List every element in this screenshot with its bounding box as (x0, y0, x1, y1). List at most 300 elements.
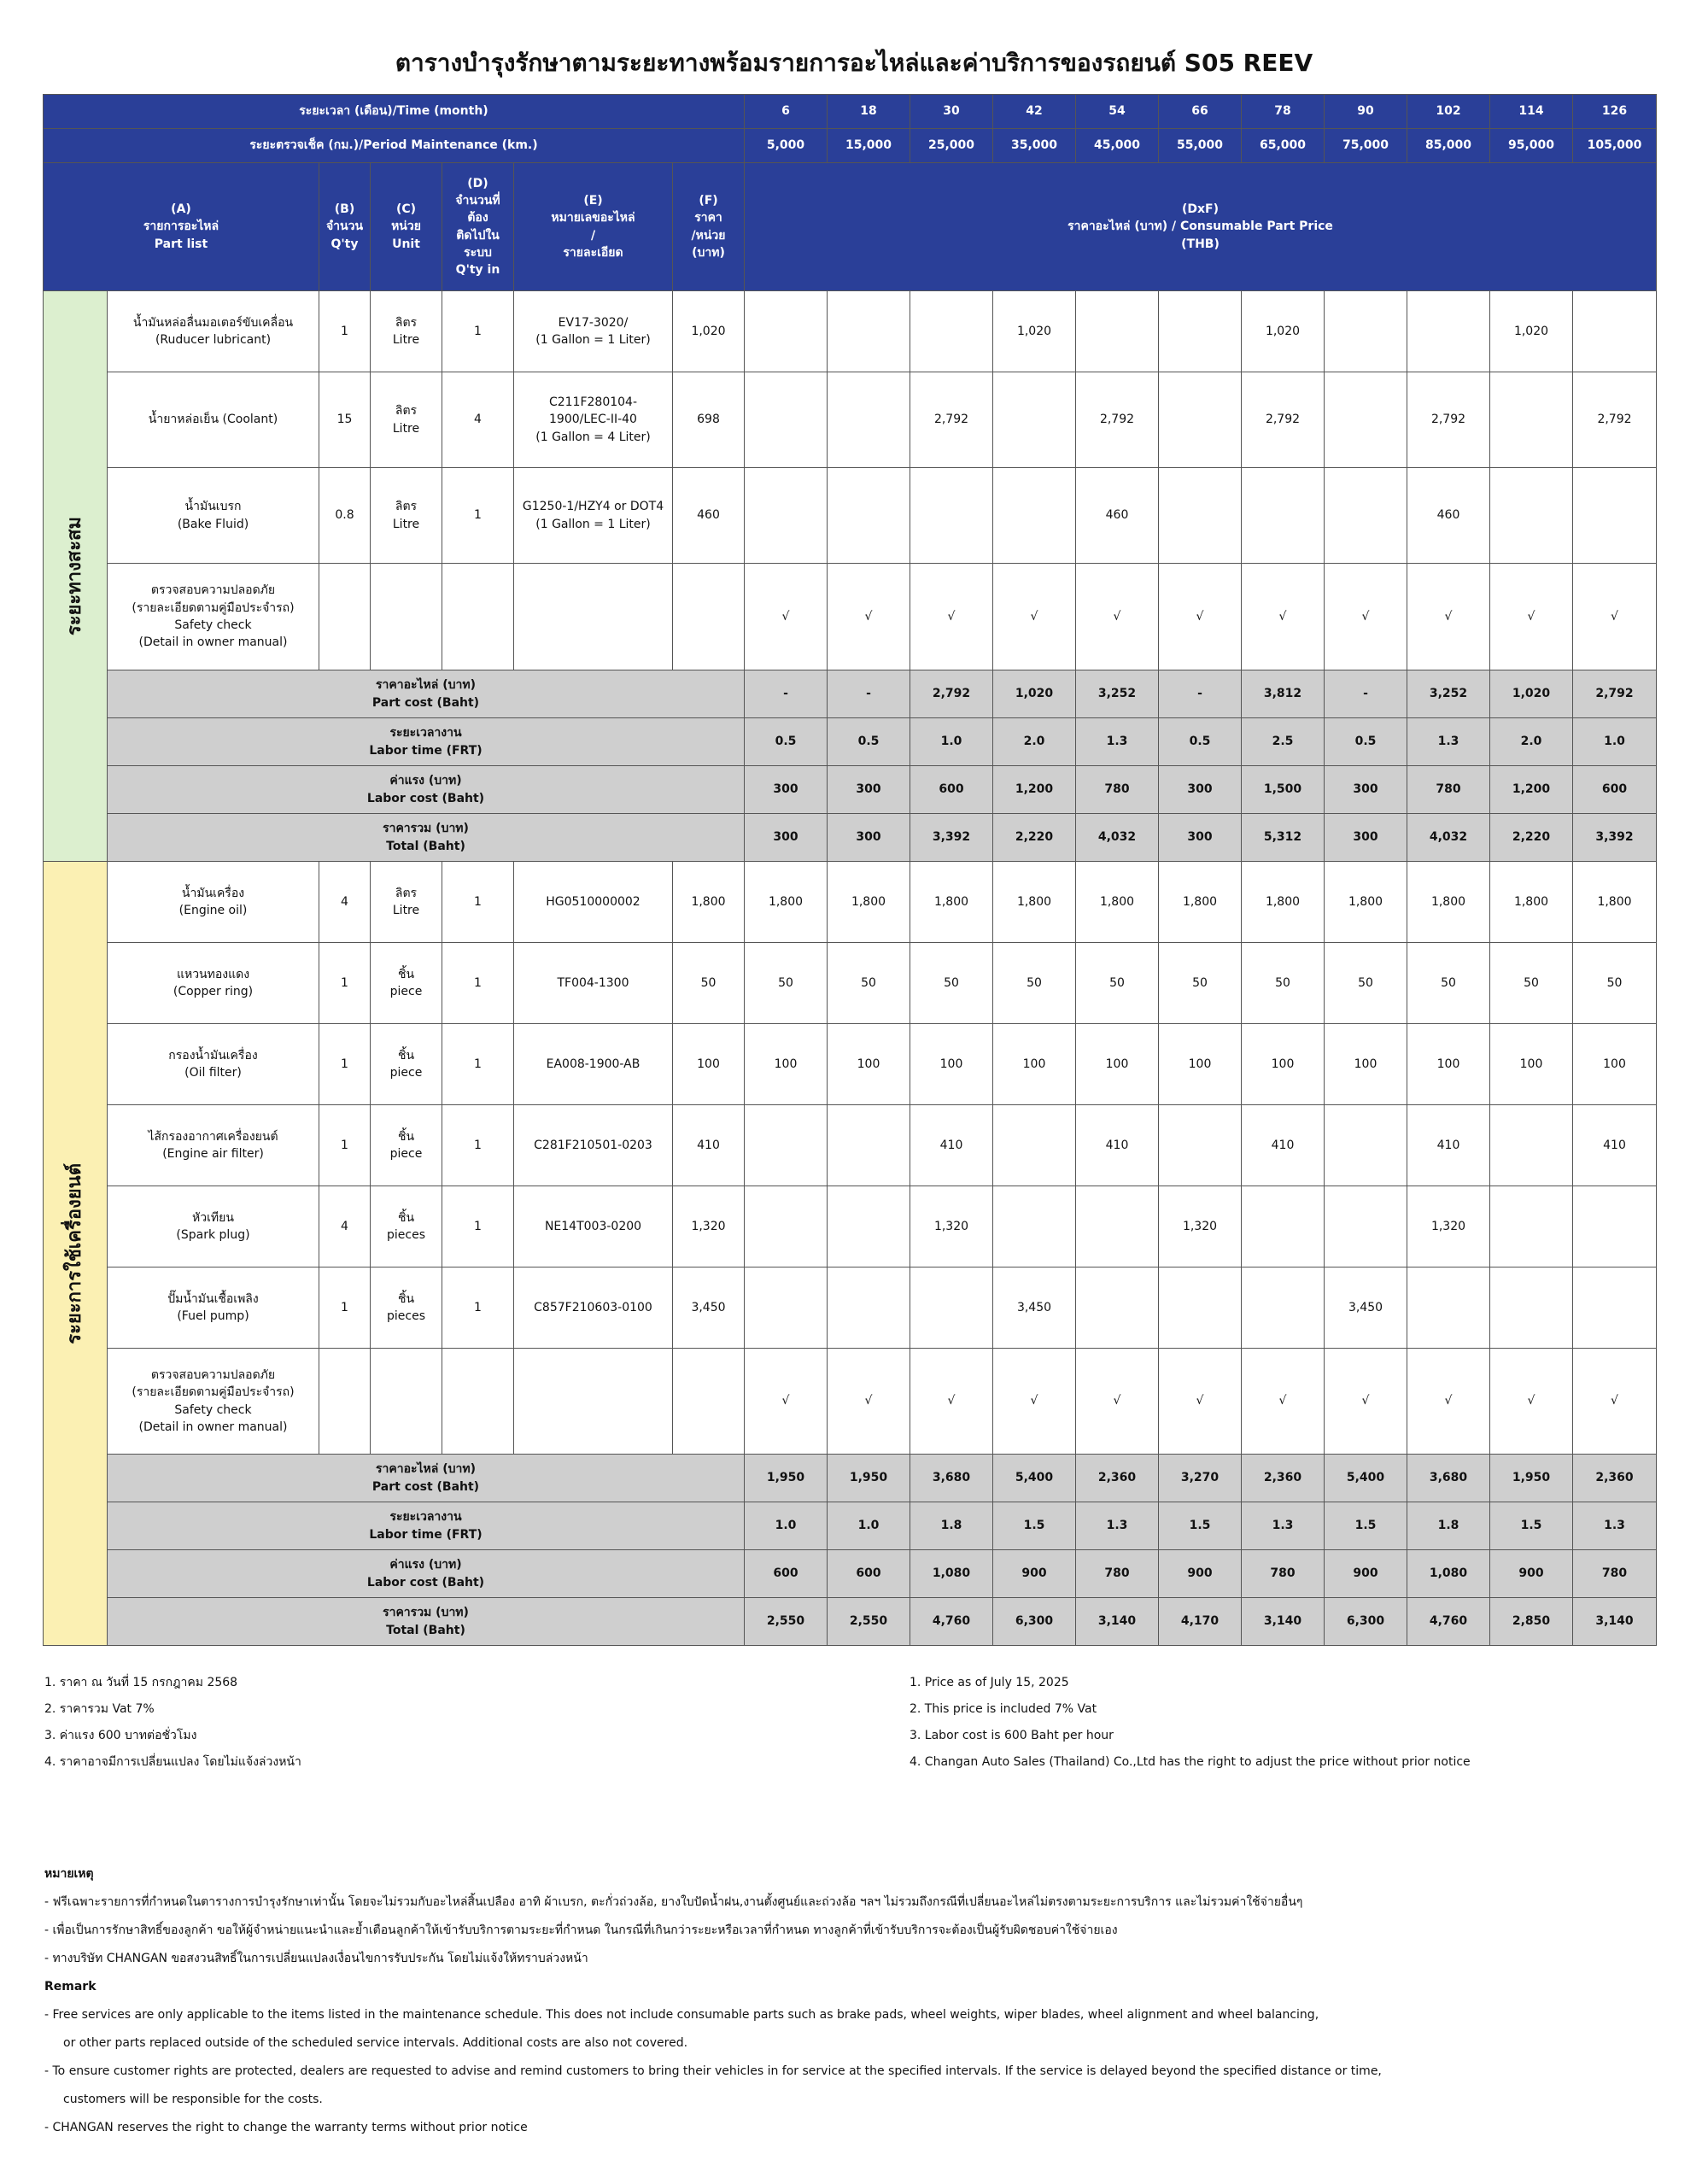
summary-cell: - (1159, 670, 1242, 718)
price-cell (745, 372, 828, 468)
header-line: (THB) (1181, 237, 1220, 251)
part-number-line: 1900/LEC-II-40 (549, 413, 637, 427)
unit (371, 1105, 442, 1186)
price-cell (745, 1267, 828, 1349)
summary-cell: 1.0 (828, 1502, 910, 1550)
header-row-km (44, 129, 1657, 163)
price-cell: 50 (1076, 943, 1159, 1024)
price-cell (910, 1267, 993, 1349)
part-row (44, 1267, 1657, 1349)
price-cell: 100 (1325, 1024, 1407, 1105)
empty-cell (319, 564, 371, 670)
qty-in: 1 (442, 1186, 514, 1267)
qty: 1 (319, 1105, 371, 1186)
km-cell: 55,000 (1159, 129, 1242, 163)
section-label-cell (44, 291, 108, 862)
note-line: 1. Price as of July 15, 2025 (910, 1676, 1069, 1689)
check-mark: √ (1490, 564, 1573, 670)
col-b-header (319, 163, 371, 291)
part-row (44, 862, 1657, 943)
part-number-line: G1250-1/HZY4 or DOT4 (522, 500, 664, 514)
remarks-title-english: Remark (44, 1980, 97, 1993)
price-cell: 1,320 (910, 1186, 993, 1267)
part-row (44, 1186, 1657, 1267)
price-cell: 50 (1242, 943, 1325, 1024)
summary-cell: 780 (1407, 766, 1490, 814)
month-cell: 54 (1076, 95, 1159, 129)
check-mark: √ (1325, 1349, 1407, 1455)
note-line: 1. ราคา ณ วันที่ 15 กรกฎาคม 2568 (44, 1676, 238, 1689)
qty-in: 1 (442, 1105, 514, 1186)
unit-line: Litre (392, 904, 420, 917)
price-cell (1573, 1267, 1657, 1349)
summary-row (44, 718, 1657, 766)
summary-cell: 4,760 (1407, 1598, 1490, 1646)
col-e-header (514, 163, 673, 291)
check-mark: √ (1242, 1349, 1325, 1455)
part-name-line: (Fuel pump) (177, 1309, 249, 1323)
price-cell (993, 372, 1076, 468)
unit-line: ชิ้น (397, 1048, 415, 1063)
qty: 1 (319, 1267, 371, 1349)
summary-label-line: ราคาอะไหล่ (บาท) (375, 678, 477, 693)
summary-cell: 2,360 (1242, 1455, 1325, 1502)
price-cell (1159, 468, 1242, 564)
price-cell (1159, 1105, 1242, 1186)
safety-line: (รายละเอียดตามคู่มือประจำรถ) (132, 1385, 295, 1400)
check-mark: √ (745, 564, 828, 670)
part-name (108, 372, 319, 468)
summary-cell: 780 (1076, 766, 1159, 814)
empty-cell (673, 1349, 745, 1455)
summary-cell: 600 (745, 1550, 828, 1598)
price-cell: 100 (1573, 1024, 1657, 1105)
header-line: รายละเอียด (563, 245, 623, 260)
summary-cell: 1.8 (1407, 1502, 1490, 1550)
part-name (108, 862, 319, 943)
unit (371, 862, 442, 943)
summary-cell: 600 (828, 1550, 910, 1598)
price-cell: 100 (828, 1024, 910, 1105)
price-cell: 100 (1159, 1024, 1242, 1105)
safety-line: ตรวจสอบความปลอดภัย (150, 1367, 276, 1382)
month-cell: 114 (1490, 95, 1573, 129)
summary-cell: 5,312 (1242, 814, 1325, 862)
price-cell (1325, 1186, 1407, 1267)
price-cell (1490, 1267, 1573, 1349)
summary-label-line: ราคารวม (บาท) (383, 822, 469, 836)
header-line: จำนวนที่ (455, 193, 500, 208)
safety-check-label (108, 564, 319, 670)
remark-line: - Free services are only applicable to the items listed in the maintenance schedule. This does not include consumable parts such as brake pads, wheel weights, wiper blades, wheel alignment and wheel balancing, (44, 2008, 1319, 2022)
summary-label-line: Labor time (FRT) (369, 743, 483, 758)
part-row (44, 291, 1657, 372)
price-cell: 50 (1573, 943, 1657, 1024)
price-cell (1076, 291, 1159, 372)
summary-row (44, 1598, 1657, 1646)
empty-cell (319, 1349, 371, 1455)
col-a-header (44, 163, 319, 291)
price-cell (1407, 1267, 1490, 1349)
summary-label-line: ค่าแรง (บาท) (389, 774, 462, 788)
price-cell: 1,800 (1325, 862, 1407, 943)
summary-cell: - (745, 670, 828, 718)
price-cell: 460 (1407, 468, 1490, 564)
remarks-title-thai: หมายเหตุ (44, 1867, 94, 1881)
part-number-line: HG0510000002 (546, 894, 640, 909)
summary-cell: 1.8 (910, 1502, 993, 1550)
km-cell: 105,000 (1573, 129, 1657, 163)
safety-check-label (108, 1349, 319, 1455)
month-cell: 78 (1242, 95, 1325, 129)
summary-cell: 5,400 (993, 1455, 1076, 1502)
price-cell (1242, 468, 1325, 564)
price-cell: 1,800 (1407, 862, 1490, 943)
time-label: ระยะเวลา (เดือน)/Time (month) (44, 95, 745, 129)
part-number (514, 372, 673, 468)
header-line: หน่วย (391, 220, 421, 234)
price-cell: 100 (1407, 1024, 1490, 1105)
unit-line: ลิตร (395, 315, 418, 330)
note-line: 4. ราคาอาจมีการเปลี่ยนแปลง โดยไม่แจ้งล่วงหน้า (44, 1755, 301, 1769)
qty-in: 1 (442, 1267, 514, 1349)
summary-cell: 0.5 (1325, 718, 1407, 766)
summary-label (108, 1550, 745, 1598)
check-mark: √ (993, 564, 1076, 670)
header-line: / (590, 228, 596, 243)
qty-in: 1 (442, 1024, 514, 1105)
summary-cell: 1,950 (1490, 1455, 1573, 1502)
summary-cell: 3,812 (1242, 670, 1325, 718)
remark-line: customers will be responsible for the costs. (63, 2093, 323, 2106)
summary-cell: 1.0 (1573, 718, 1657, 766)
month-cell: 18 (828, 95, 910, 129)
part-name (108, 1267, 319, 1349)
price-cell (910, 291, 993, 372)
summary-label-line: ค่าแรง (บาท) (389, 1558, 462, 1572)
price-header (745, 163, 1657, 291)
unit-line: ชิ้น (397, 967, 415, 981)
price-cell (1573, 291, 1657, 372)
price-cell: 1,020 (1490, 291, 1573, 372)
summary-cell: 2,360 (1076, 1455, 1159, 1502)
part-number (514, 943, 673, 1024)
part-number (514, 291, 673, 372)
empty-cell (514, 1349, 673, 1455)
unit-price: 698 (673, 372, 745, 468)
check-mark: √ (828, 564, 910, 670)
check-mark: √ (1490, 1349, 1573, 1455)
price-cell: 50 (910, 943, 993, 1024)
maintenance-table (43, 94, 1657, 1646)
empty-cell (673, 564, 745, 670)
qty: 4 (319, 862, 371, 943)
note-line: 3. ค่าแรง 600 บาทต่อชั่วโมง (44, 1729, 197, 1742)
remark-line: - เพื่อเป็นการรักษาสิทธิ์ของลูกค้า ขอให้ผู้จำหน่ายแนะนำและย้ำเตือนลูกค้าให้เข้ารับบริการตามระยะที่กำหนด ในกรณีที่เกินกว่าระยะหรือเวลาที่กำหนด ทางลูกค้าที่เข้ารับบริการจะต้องเป็นผู้รับผิดชอบค่าใช้จ่ายเอง (44, 1923, 1118, 1937)
summary-label (108, 718, 745, 766)
summary-cell: 3,140 (1573, 1598, 1657, 1646)
km-cell: 15,000 (828, 129, 910, 163)
month-cell: 42 (993, 95, 1076, 129)
summary-cell: 2,550 (745, 1598, 828, 1646)
qty: 15 (319, 372, 371, 468)
unit-line: ชิ้น (397, 1210, 415, 1225)
part-number-line: C211F280104- (548, 395, 638, 410)
col-f-header (673, 163, 745, 291)
summary-cell: 300 (745, 766, 828, 814)
price-cell (828, 1105, 910, 1186)
summary-row (44, 814, 1657, 862)
part-name-line: (Spark plug) (176, 1228, 250, 1242)
summary-cell: 0.5 (828, 718, 910, 766)
check-mark: √ (1076, 564, 1159, 670)
summary-cell: 1,950 (745, 1455, 828, 1502)
empty-cell (514, 564, 673, 670)
price-cell: 410 (1573, 1105, 1657, 1186)
summary-row (44, 766, 1657, 814)
unit (371, 1267, 442, 1349)
price-cell (1159, 291, 1242, 372)
remark-line: - CHANGAN reserves the right to change the warranty terms without prior notice (44, 2121, 528, 2134)
summary-cell: 4,032 (1076, 814, 1159, 862)
price-cell (1159, 1267, 1242, 1349)
summary-cell: 3,270 (1159, 1455, 1242, 1502)
price-cell: 50 (993, 943, 1076, 1024)
part-number-line: (1 Gallon = 1 Liter) (535, 517, 651, 531)
header-line: ราคา (694, 211, 722, 225)
note-line: 4. Changan Auto Sales (Thailand) Co.,Ltd has the right to adjust the price without prior notice (910, 1755, 1471, 1769)
price-cell: 410 (1076, 1105, 1159, 1186)
header-line: Q'ty in (455, 263, 500, 278)
price-cell: 1,800 (1242, 862, 1325, 943)
part-name (108, 1024, 319, 1105)
part-number-line: (1 Gallon = 4 Liter) (535, 430, 651, 444)
unit-line: piece (389, 1147, 423, 1161)
period-label: ระยะตรวจเช็ค (กม.)/Period Maintenance (km.) (44, 129, 745, 163)
price-cell: 1,800 (1159, 862, 1242, 943)
note-line: 3. Labor cost is 600 Baht per hour (910, 1729, 1114, 1742)
part-name-line: ปั๊มน้ำมันเชื้อเพลิง (167, 1291, 259, 1306)
summary-label (108, 670, 745, 718)
part-number-line: C857F210603-0100 (534, 1300, 652, 1314)
unit (371, 943, 442, 1024)
summary-label-line: ระยะเวลางาน (389, 1510, 462, 1525)
section-label-cell (44, 862, 108, 1646)
unit-price: 100 (673, 1024, 745, 1105)
remark-line: or other parts replaced outside of the scheduled service intervals. Additional costs are also not covered. (63, 2036, 688, 2050)
price-cell: 410 (1407, 1105, 1490, 1186)
price-cell (1076, 1186, 1159, 1267)
price-cell: 50 (745, 943, 828, 1024)
price-cell (1490, 1105, 1573, 1186)
summary-cell: 3,392 (910, 814, 993, 862)
col-d-header (442, 163, 514, 291)
part-name-line: (Oil filter) (184, 1066, 242, 1080)
price-cell: 50 (1490, 943, 1573, 1024)
unit-line: ลิตร (395, 404, 418, 419)
part-name-line: กรองน้ำมันเครื่อง (168, 1048, 258, 1063)
price-cell (1076, 1267, 1159, 1349)
summary-cell: 4,170 (1159, 1598, 1242, 1646)
summary-cell: - (1325, 670, 1407, 718)
safety-line: (รายละเอียดตามคู่มือประจำรถ) (132, 600, 295, 615)
summary-cell: 1.3 (1076, 1502, 1159, 1550)
check-mark: √ (1573, 1349, 1657, 1455)
qty: 4 (319, 1186, 371, 1267)
summary-cell: 1.3 (1076, 718, 1159, 766)
summary-cell: 2,360 (1573, 1455, 1657, 1502)
summary-cell: 6,300 (1325, 1598, 1407, 1646)
summary-cell: 780 (1242, 1550, 1325, 1598)
price-cell (828, 468, 910, 564)
km-cell: 75,000 (1325, 129, 1407, 163)
unit-line: pieces (387, 1228, 425, 1242)
part-number (514, 1105, 673, 1186)
summary-cell: 900 (1325, 1550, 1407, 1598)
part-name-line: (Engine oil) (178, 904, 248, 917)
notes-english (910, 1670, 1471, 1776)
part-row (44, 1024, 1657, 1105)
part-number-line: (1 Gallon = 1 Liter) (535, 333, 651, 347)
price-cell (1407, 291, 1490, 372)
part-number (514, 1024, 673, 1105)
check-mark: √ (1407, 1349, 1490, 1455)
safety-line: (Detail in owner manual) (138, 1420, 288, 1434)
part-name-line: (Bake Fluid) (177, 517, 249, 531)
header-line: (F) (699, 193, 718, 208)
check-mark: √ (1076, 1349, 1159, 1455)
price-cell (1573, 1186, 1657, 1267)
header-line: (A) (171, 202, 191, 217)
summary-cell: 1,500 (1242, 766, 1325, 814)
month-cell: 6 (745, 95, 828, 129)
section-label: ระยะการใช้เครื่องยนต์ (64, 1162, 86, 1344)
price-cell: 2,792 (910, 372, 993, 468)
part-number (514, 862, 673, 943)
km-cell: 45,000 (1076, 129, 1159, 163)
header-line: ต้อง (467, 211, 488, 225)
price-cell: 100 (993, 1024, 1076, 1105)
price-cell: 2,792 (1407, 372, 1490, 468)
part-name-line: (Copper ring) (173, 985, 254, 998)
summary-cell: 300 (745, 814, 828, 862)
part-name-line: (Engine air filter) (162, 1147, 264, 1161)
header-line: (B) (334, 202, 355, 217)
month-cell: 30 (910, 95, 993, 129)
header-row-columns (44, 163, 1657, 291)
price-cell: 100 (1242, 1024, 1325, 1105)
summary-cell: 1,200 (993, 766, 1076, 814)
header-line: (C) (395, 202, 417, 217)
summary-cell: 300 (1159, 814, 1242, 862)
summary-label-line: Part cost (Baht) (371, 695, 480, 710)
km-cell: 5,000 (745, 129, 828, 163)
summary-cell: 1.5 (993, 1502, 1076, 1550)
qty-in: 4 (442, 372, 514, 468)
check-mark: √ (1159, 564, 1242, 670)
part-name (108, 1186, 319, 1267)
header-line: รายการอะไหล่ (143, 220, 219, 234)
summary-cell: 600 (1573, 766, 1657, 814)
summary-cell: 900 (1159, 1550, 1242, 1598)
price-cell: 3,450 (1325, 1267, 1407, 1349)
qty: 1 (319, 291, 371, 372)
check-mark: √ (1573, 564, 1657, 670)
qty: 0.8 (319, 468, 371, 564)
summary-cell: 3,680 (1407, 1455, 1490, 1502)
header-line: จำนวน (325, 220, 364, 234)
price-cell: 1,020 (993, 291, 1076, 372)
remark-line: - ฟรีเฉพาะรายการที่กำหนดในตารางการบำรุงรักษาเท่านั้น โดยจะไม่รวมกับอะไหล่สิ้นเปลือง อาทิ ผ้าเบรก, ตะกั่วถ่วงล้อ, ยางใบปัดน้ำฝน,งานตั้งศูนย์และถ่วงล้อ ฯลฯ ไม่รวมถึงกรณีที่เปลี่ยนอะไหล่ไม่ตรงตามระยะการบริการ และไม่รวมค่าใช้จ่ายอื่นๆ (44, 1895, 1303, 1909)
month-cell: 90 (1325, 95, 1407, 129)
price-cell (993, 468, 1076, 564)
part-number-line: EA008-1900-AB (546, 1057, 640, 1071)
summary-cell: 300 (828, 766, 910, 814)
part-number-line: EV17-3020/ (558, 315, 629, 330)
price-cell: 100 (1490, 1024, 1573, 1105)
summary-cell: - (828, 670, 910, 718)
summary-cell: 1.3 (1242, 1502, 1325, 1550)
summary-cell: 1,200 (1490, 766, 1573, 814)
header-line: (บาท) (692, 245, 725, 260)
summary-cell: 3,680 (910, 1455, 993, 1502)
price-cell: 460 (1076, 468, 1159, 564)
summary-label (108, 814, 745, 862)
part-number-line: TF004-1300 (557, 975, 629, 990)
qty-in: 1 (442, 291, 514, 372)
summary-cell: 1.5 (1325, 1502, 1407, 1550)
price-cell (993, 1186, 1076, 1267)
price-cell (745, 291, 828, 372)
summary-cell: 300 (1325, 766, 1407, 814)
summary-cell: 300 (1159, 766, 1242, 814)
summary-cell: 2,550 (828, 1598, 910, 1646)
price-cell: 1,020 (1242, 291, 1325, 372)
summary-cell: 1.3 (1407, 718, 1490, 766)
summary-row (44, 1550, 1657, 1598)
summary-label-line: Labor cost (Baht) (366, 1575, 485, 1589)
part-row (44, 1105, 1657, 1186)
empty-cell (442, 1349, 514, 1455)
summary-cell: 780 (1076, 1550, 1159, 1598)
header-line: ราคาอะไหล่ (บาท) / Consumable Part Price (1068, 220, 1333, 234)
unit-price: 50 (673, 943, 745, 1024)
header-line: ระบบ (464, 245, 492, 260)
summary-cell: 900 (1490, 1550, 1573, 1598)
empty-cell (442, 564, 514, 670)
summary-cell: 5,400 (1325, 1455, 1407, 1502)
km-cell: 95,000 (1490, 129, 1573, 163)
summary-label-line: Total (Baht) (386, 1623, 465, 1637)
price-cell: 2,792 (1076, 372, 1159, 468)
unit-line: ลิตร (395, 886, 418, 900)
safety-check-row (44, 1349, 1657, 1455)
summary-label-line: ราคารวม (บาท) (383, 1606, 469, 1620)
price-cell (1325, 1105, 1407, 1186)
summary-cell: 3,252 (1407, 670, 1490, 718)
header-line: หมายเลขอะไหล่ (551, 211, 635, 225)
unit-line: piece (389, 985, 423, 998)
check-mark: √ (828, 1349, 910, 1455)
qty: 1 (319, 943, 371, 1024)
summary-label (108, 1455, 745, 1502)
price-cell: 410 (910, 1105, 993, 1186)
price-cell (1242, 1186, 1325, 1267)
unit-price: 460 (673, 468, 745, 564)
unit-line: pieces (387, 1309, 425, 1323)
part-name-line: ไส้กรองอากาศเครื่องยนต์ (148, 1129, 278, 1144)
km-cell: 65,000 (1242, 129, 1325, 163)
